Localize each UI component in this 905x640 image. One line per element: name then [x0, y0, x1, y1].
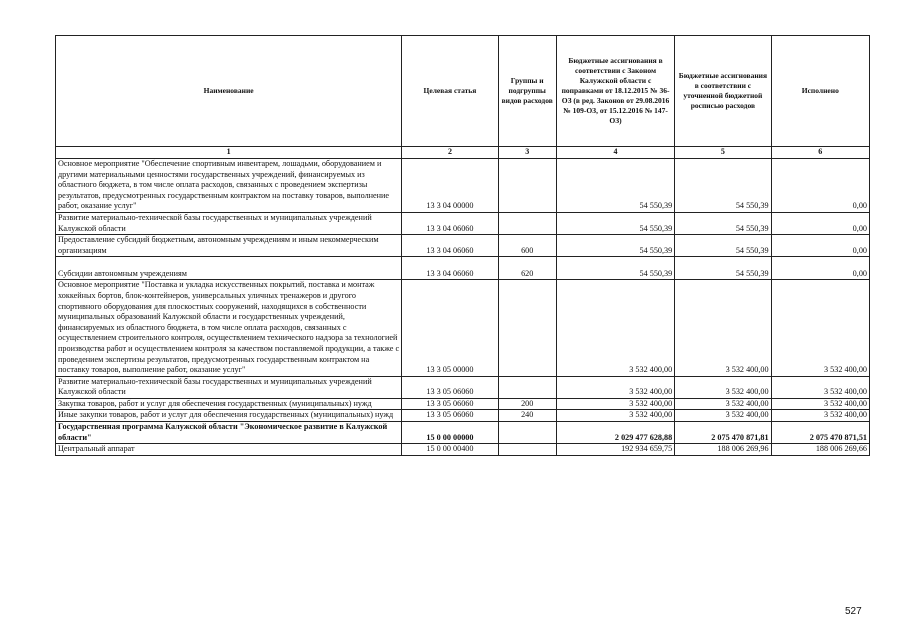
row-law-amount: 54 550,39 — [556, 257, 674, 280]
row-law-amount: 3 532 400,00 — [556, 398, 674, 410]
column-number-row — [56, 147, 870, 159]
column-number: 5 — [675, 147, 771, 159]
row-group: 200 — [498, 398, 556, 410]
row-executed-amount: 0,00 — [771, 212, 869, 234]
row-target-code: 15 0 00 00000 — [402, 422, 498, 444]
row-group — [498, 376, 556, 398]
table-row — [56, 257, 870, 280]
table-row — [56, 444, 870, 456]
row-target-code: 15 0 00 00400 — [402, 444, 498, 456]
row-law-amount: 54 550,39 — [556, 212, 674, 234]
row-refined-amount: 3 532 400,00 — [675, 410, 771, 422]
row-name: Развитие материально-технической базы государственных и муниципальных учреждений Калужской области — [56, 212, 402, 234]
row-target-code: 13 3 04 06060 — [402, 257, 498, 280]
row-name: Закупка товаров, работ и услуг для обеспечения государственных (муниципальных) нужд — [56, 398, 402, 410]
column-number: 1 — [56, 147, 402, 159]
table-row — [56, 410, 870, 422]
header-law-allocations: Бюджетные ассигнования в соответствии с Законом Калужской области с поправками от 18.12.2015 № 36-ОЗ (в ред. Законов от 29.08.2016 № 109-ОЗ, от 15.12.2016 № 147-ОЗ) — [556, 36, 674, 147]
row-executed-amount: 0,00 — [771, 257, 869, 280]
row-name: Иные закупки товаров, работ и услуг для обеспечения государственных (муниципальных) нужд — [56, 410, 402, 422]
row-law-amount: 54 550,39 — [556, 159, 674, 213]
row-refined-amount: 3 532 400,00 — [675, 280, 771, 376]
row-law-amount: 3 532 400,00 — [556, 280, 674, 376]
table-row — [56, 235, 870, 257]
row-group — [498, 280, 556, 376]
budget-table — [55, 35, 870, 456]
row-target-code: 13 3 04 06060 — [402, 235, 498, 257]
row-group — [498, 212, 556, 234]
table-row — [56, 422, 870, 444]
row-name: Предоставление субсидий бюджетным, автономным учреждениям и иным некоммерческим организациям — [56, 235, 402, 257]
row-refined-amount: 2 075 470 871,81 — [675, 422, 771, 444]
row-target-code: 13 3 04 06060 — [402, 212, 498, 234]
row-target-code: 13 3 05 06060 — [402, 398, 498, 410]
row-law-amount: 2 029 477 628,88 — [556, 422, 674, 444]
table-row — [56, 398, 870, 410]
row-target-code: 13 3 05 06060 — [402, 376, 498, 398]
column-number: 3 — [498, 147, 556, 159]
row-executed-amount: 3 532 400,00 — [771, 280, 869, 376]
row-refined-amount: 54 550,39 — [675, 257, 771, 280]
header-row — [56, 36, 870, 147]
column-number: 2 — [402, 147, 498, 159]
table-row — [56, 212, 870, 234]
row-refined-amount: 54 550,39 — [675, 212, 771, 234]
table-row — [56, 280, 870, 376]
row-refined-amount: 3 532 400,00 — [675, 376, 771, 398]
row-law-amount: 3 532 400,00 — [556, 410, 674, 422]
header-target-article: Целевая статья — [402, 36, 498, 147]
row-target-code: 13 3 05 00000 — [402, 280, 498, 376]
row-group — [498, 422, 556, 444]
row-executed-amount: 3 532 400,00 — [771, 398, 869, 410]
table-row — [56, 159, 870, 213]
row-refined-amount: 3 532 400,00 — [675, 398, 771, 410]
row-name: Государственная программа Калужской области "Экономическое развитие в Калужской области" — [56, 422, 402, 444]
row-group — [498, 159, 556, 213]
table-row — [56, 376, 870, 398]
row-group: 620 — [498, 257, 556, 280]
header-expense-groups: Группы и подгруппы видов расходов — [498, 36, 556, 147]
header-refined-allocations: Бюджетные ассигнования в соответствии с уточненной бюджетной росписью расходов — [675, 36, 771, 147]
row-target-code: 13 3 05 06060 — [402, 410, 498, 422]
row-law-amount: 3 532 400,00 — [556, 376, 674, 398]
row-name: Развитие материально-технической базы государственных и муниципальных учреждений Калужской области — [56, 376, 402, 398]
row-name: Центральный аппарат — [56, 444, 402, 456]
row-executed-amount: 3 532 400,00 — [771, 410, 869, 422]
row-refined-amount: 54 550,39 — [675, 159, 771, 213]
row-law-amount: 192 934 659,75 — [556, 444, 674, 456]
row-group: 600 — [498, 235, 556, 257]
row-executed-amount: 0,00 — [771, 159, 869, 213]
row-law-amount: 54 550,39 — [556, 235, 674, 257]
row-refined-amount: 54 550,39 — [675, 235, 771, 257]
row-group — [498, 444, 556, 456]
header-name: Наименование — [56, 36, 402, 147]
column-number: 4 — [556, 147, 674, 159]
column-number: 6 — [771, 147, 869, 159]
row-name: Основное мероприятие "Поставка и укладка искусственных покрытий, поставка и монтаж хоккейных бортов, блок-контейнеров, универсальных уличных тренажеров и другого спортивного оборудования для плоскостных сооружений, находящихся в собственности муниципальных образований Калужской области и государственных учреждений, финансируемых из областного бюджета, в том числе оплата расходов, связанных с осуществлением строительного контроля, осуществлением технического надзора за технологией производства работ и осуществлением контроля за качеством поставляемой продукции, а также с проведением экспертизы результатов, предусмотренных государственным контрактом на поставку товаров, выполнение работ, оказание услуг" — [56, 280, 402, 376]
row-name: Основное мероприятие "Обеспечение спортивным инвентарем, лошадьми, оборудованием и другими материальными ценностями государственных учреждений, финансируемых из областного бюджета, в том числе оплата расходов, связанных с проведением экспертизы результатов, предусмотренных государственным контрактом на поставку товаров, выполнение работ, оказание услуг" — [56, 159, 402, 213]
page-number: 527 — [845, 606, 862, 617]
row-group: 240 — [498, 410, 556, 422]
row-executed-amount: 3 532 400,00 — [771, 376, 869, 398]
row-executed-amount: 0,00 — [771, 235, 869, 257]
row-executed-amount: 2 075 470 871,51 — [771, 422, 869, 444]
row-executed-amount: 188 006 269,66 — [771, 444, 869, 456]
header-executed: Исполнено — [771, 36, 869, 147]
row-target-code: 13 3 04 00000 — [402, 159, 498, 213]
row-refined-amount: 188 006 269,96 — [675, 444, 771, 456]
row-name: Субсидии автономным учреждениям — [56, 257, 402, 280]
